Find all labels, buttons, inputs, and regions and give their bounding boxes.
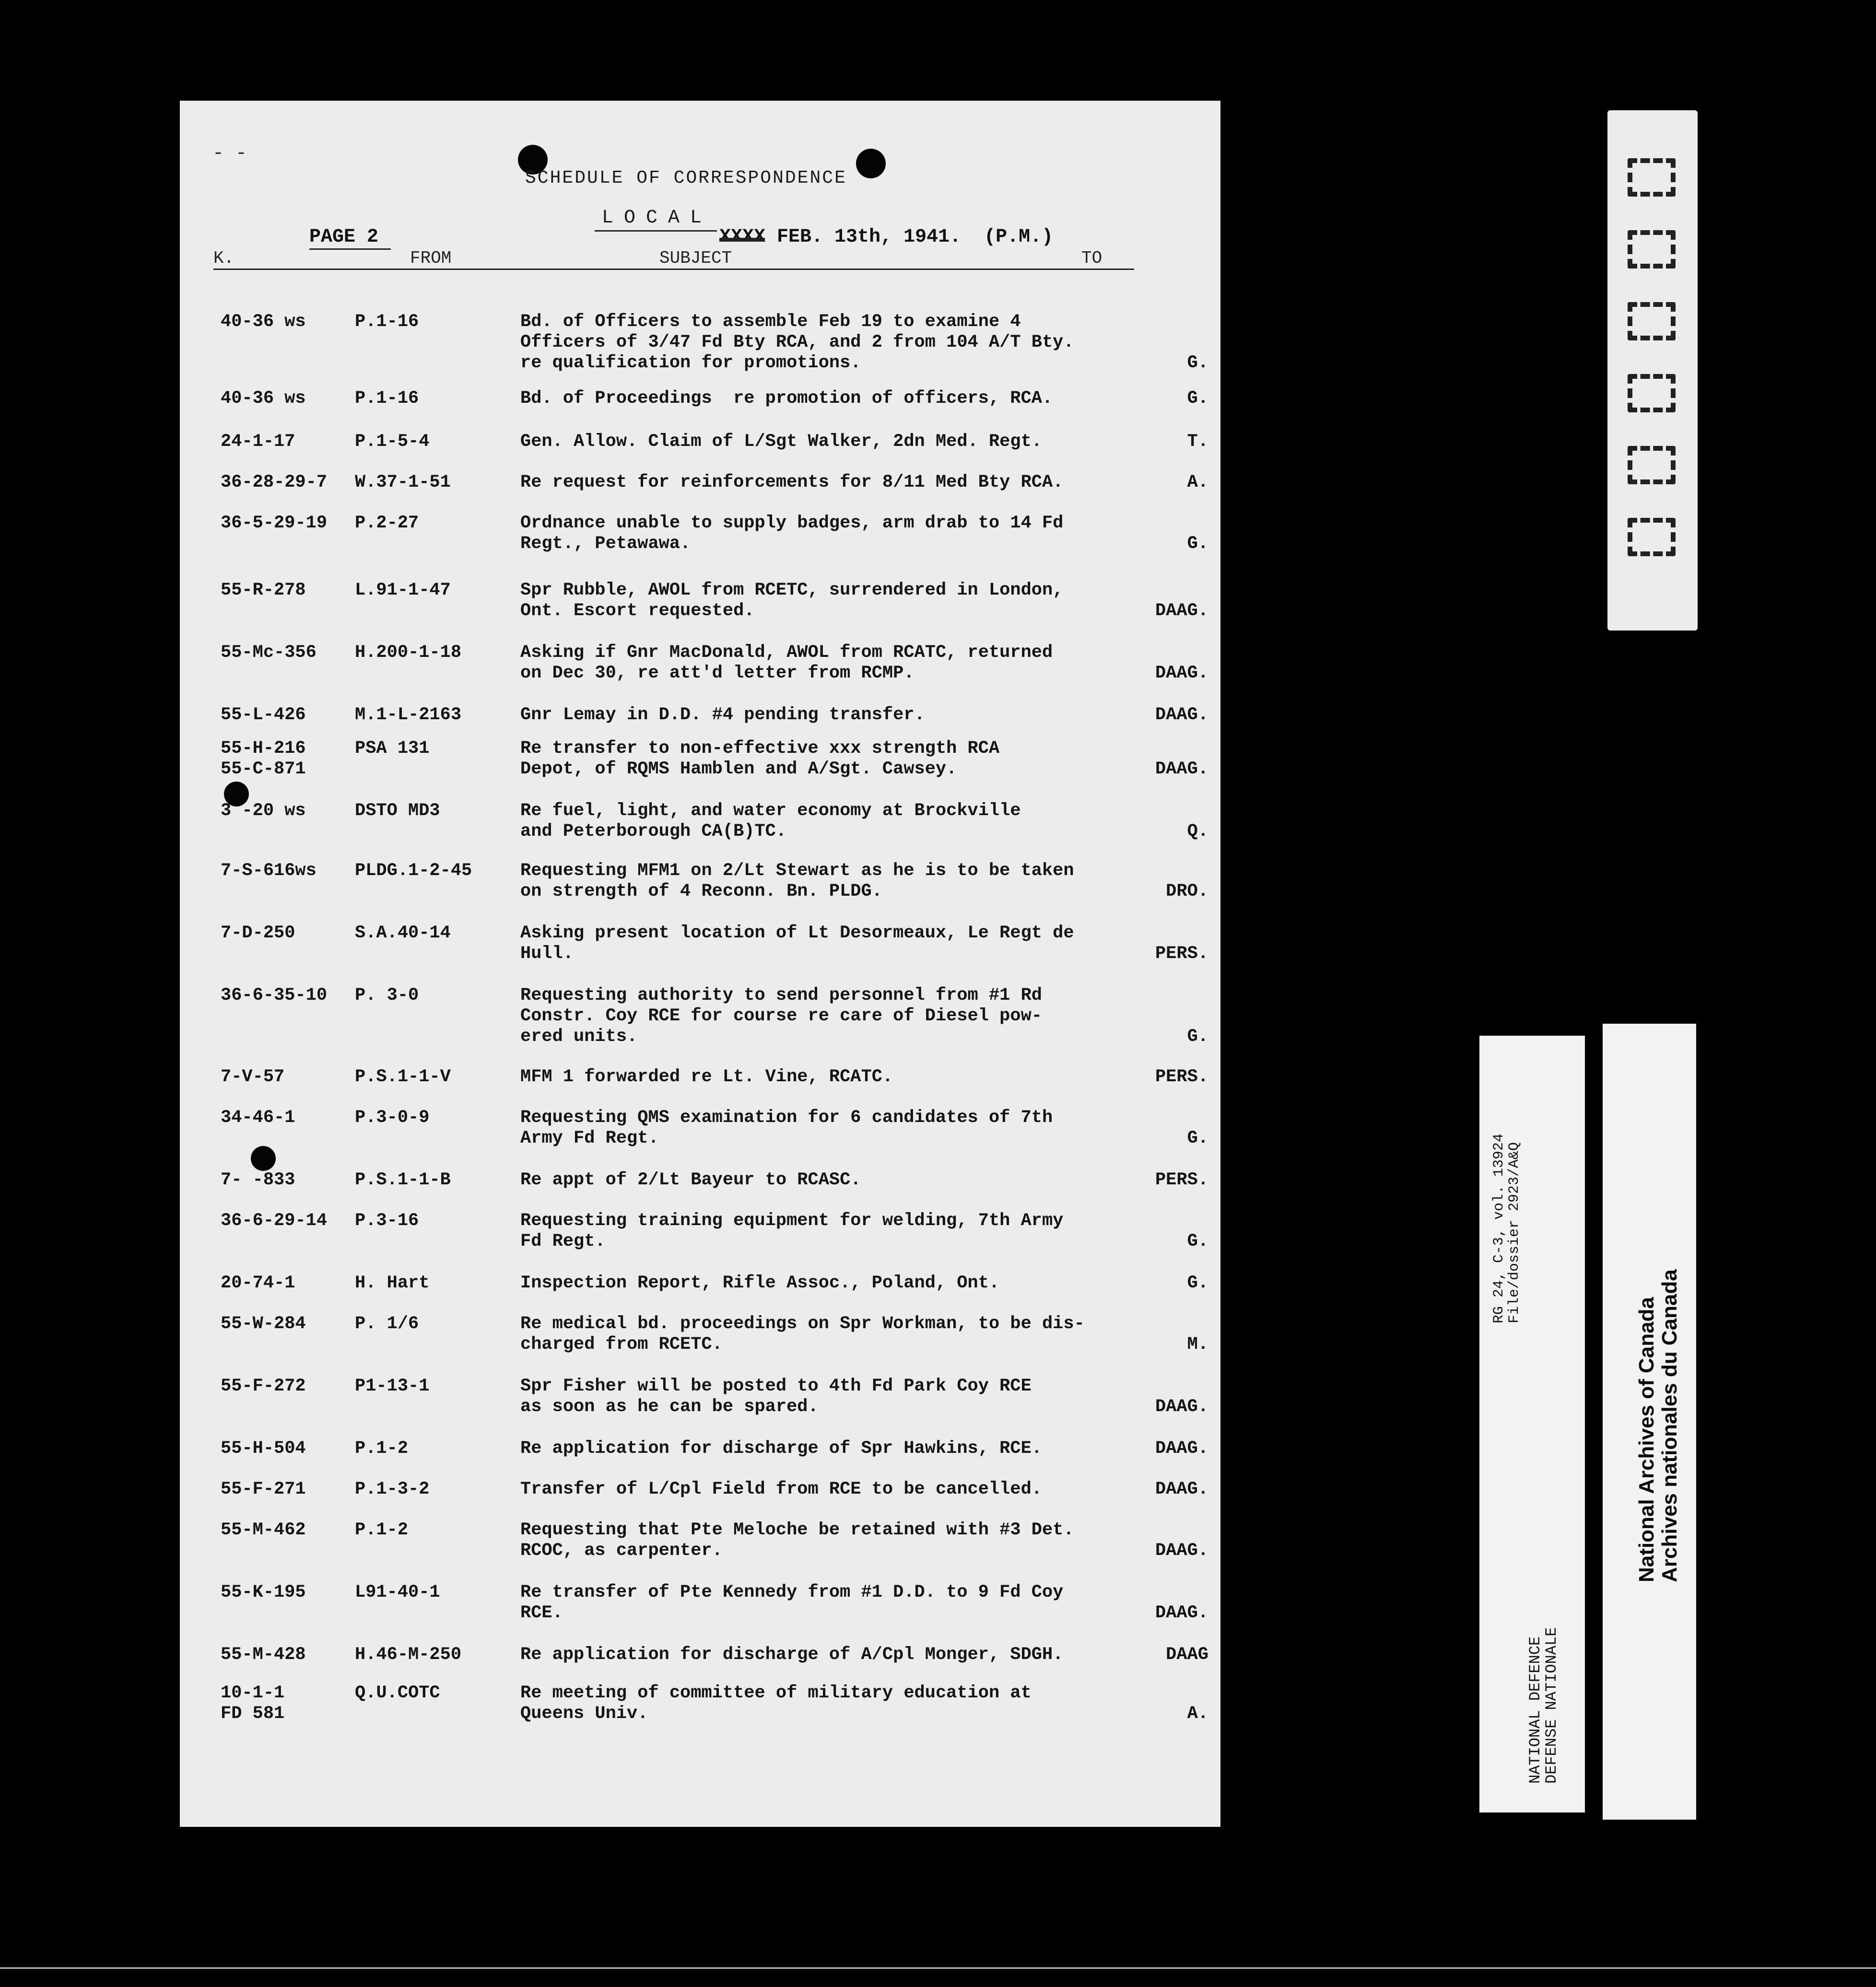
entry-subject — [520, 1170, 1187, 1191]
national-defence-text — [1527, 1627, 1560, 1784]
entry-file-number: 55-F-271 — [221, 1479, 306, 1499]
entry-to: A. — [1187, 472, 1208, 492]
entry-subject — [520, 643, 1187, 684]
entry-file-number: 40-36 ws — [221, 388, 306, 409]
entry-subject-line: Spr Rubble, AWOL from RCETC, surrendered in London, — [520, 580, 1064, 600]
entry-file-number: 55-F-272 — [221, 1376, 306, 1396]
entry-to: PERS. — [1155, 944, 1208, 964]
entry-subject-line: Bd. of Officers to assemble Feb 19 to examine 4 — [520, 312, 1021, 332]
entry-file-number: 55-W-284 — [221, 1314, 306, 1334]
entry-subject — [520, 472, 1187, 493]
entry-to: G. — [1187, 1027, 1208, 1047]
entry-subject — [520, 1683, 1187, 1724]
entry-to: DAAG. — [1155, 1397, 1208, 1417]
entry-file-number: 34-46-1 — [221, 1108, 295, 1128]
entry-subject-line: Depot, of RQMS Hamblen and A/Sgt. Cawsey. — [520, 759, 957, 779]
entry-from: P.1-2 — [355, 1520, 409, 1540]
entry-subject-line: Re application for discharge of A/Cpl Monger, SDGH. — [520, 1645, 1064, 1665]
column-header-from: FROM — [410, 248, 452, 268]
entry-to: DAAG. — [1155, 705, 1208, 725]
entry-subject-line: Fd Regt. — [520, 1231, 606, 1251]
entry-from: L91-40-1 — [355, 1582, 440, 1602]
entry-file-number: 36-5-29-19 — [221, 513, 328, 533]
column-header-to: TO — [1081, 248, 1102, 268]
entry-from: P.S.1-1-B — [355, 1170, 451, 1190]
entry-subject — [520, 432, 1187, 452]
entry-subject-line: Re medical bd. proceedings on Spr Workman, to be dis- — [520, 1314, 1085, 1334]
entry-file-number: 10-1-1 FD 581 — [221, 1683, 285, 1724]
reference-line: RG 24, C-3, vol. 13924 — [1491, 1133, 1507, 1323]
document-page — [180, 101, 1220, 1827]
entry-from: P.1-16 — [355, 388, 419, 409]
reference-line: File/dossier 2923/A&Q — [1506, 1142, 1523, 1323]
entry-subject — [520, 1645, 1187, 1665]
entry-file-number: 55-L-426 — [221, 705, 306, 725]
archives-text — [1635, 1269, 1681, 1582]
entry-subject-line: RCE. — [520, 1603, 563, 1623]
entry-subject-line: Re transfer to non-effective xxx strength RCA — [520, 738, 1000, 759]
entry-file-number: 7-V-57 — [221, 1067, 285, 1087]
frame-digit — [1628, 158, 1676, 197]
entry-file-number: 36-28-29-7 — [221, 472, 328, 492]
entry-to: DAAG. — [1155, 663, 1208, 683]
entry-subject-line: on strength of 4 Reconn. Bn. PLDG. — [520, 881, 882, 901]
entry-subject — [520, 985, 1187, 1047]
entry-subject-line: ered units. — [520, 1027, 638, 1047]
entry-subject-line: Inspection Report, Rifle Assoc., Poland, Ont. — [520, 1273, 1000, 1293]
national-defence-line: DEFENSE NATIONALE — [1543, 1627, 1560, 1784]
frame-digit — [1628, 302, 1676, 340]
entry-file-number: 7-S-616ws — [221, 861, 317, 881]
frame-digit — [1628, 374, 1676, 412]
entry-subject-line: Asking if Gnr MacDonald, AWOL from RCATC, returned — [520, 643, 1053, 663]
entry-from: H. Hart — [355, 1273, 430, 1293]
entry-file-number: 40-36 ws — [221, 312, 306, 332]
entry-from: W.37-1-51 — [355, 472, 451, 492]
entry-subject-line: Requesting QMS examination for 6 candidates of 7th — [520, 1108, 1053, 1128]
entry-file-number: 55-M-428 — [221, 1645, 306, 1665]
entry-subject-line: MFM 1 forwarded re Lt. Vine, RCATC. — [520, 1067, 893, 1087]
entry-to: DAAG. — [1155, 1603, 1208, 1623]
entry-from: H.46-M-250 — [355, 1645, 462, 1665]
entry-from: P.3-0-9 — [355, 1108, 430, 1128]
entry-subject — [520, 705, 1187, 725]
column-header-k: K. — [213, 248, 234, 268]
entry-from: P.2-27 — [355, 513, 419, 533]
entry-subject — [520, 923, 1187, 964]
entry-subject — [520, 1067, 1187, 1087]
entry-from: P. 3-0 — [355, 985, 419, 1005]
entry-file-number: 55-R-278 — [221, 580, 306, 600]
document-subtitle: LOCAL — [602, 207, 713, 229]
entry-to: G. — [1187, 1231, 1208, 1251]
entry-to: PERS. — [1155, 1170, 1208, 1190]
entry-from: L.91-1-47 — [355, 580, 451, 600]
entry-from: P.3-16 — [355, 1211, 419, 1231]
entry-to: DAAG. — [1155, 1541, 1208, 1561]
entry-subject — [520, 388, 1187, 409]
entry-subject-line: Army Fd Regt. — [520, 1128, 659, 1148]
entry-subject-line: Gnr Lemay in D.D. #4 pending transfer. — [520, 705, 925, 725]
frame-digit — [1628, 230, 1676, 269]
entry-subject — [520, 1520, 1187, 1561]
entry-file-number: 55-Mc-356 — [221, 643, 317, 663]
entry-file-number: 36-6-35-10 — [221, 985, 328, 1005]
entry-subject — [520, 1438, 1187, 1459]
entry-subject-line: on Dec 30, re att'd letter from RCMP. — [520, 663, 915, 683]
entry-file-number: 55-K-195 — [221, 1582, 306, 1602]
entry-to: A. — [1187, 1704, 1208, 1724]
entry-to: DAAG. — [1155, 1438, 1208, 1459]
entry-subject-line: Requesting that Pte Meloche be retained with #3 Det. — [520, 1520, 1074, 1540]
entry-to: G. — [1187, 353, 1208, 373]
entry-from: P. 1/6 — [355, 1314, 419, 1334]
entry-from: Q.U.COTC — [355, 1683, 440, 1703]
entry-subject — [520, 1273, 1187, 1294]
entry-subject-line: and Peterborough CA(B)TC. — [520, 821, 787, 842]
microfilm-frame-number — [1607, 110, 1698, 631]
entries-list — [180, 101, 1220, 1827]
entry-subject-line: Re request for reinforcements for 8/11 Med Bty RCA. — [520, 472, 1064, 492]
entry-subject-line: Queens Univ. — [520, 1704, 648, 1724]
entry-file-number: 55-H-504 — [221, 1438, 306, 1459]
entry-from: PLDG.1-2-45 — [355, 861, 472, 881]
entry-subject-line: Re meeting of committee of military education at — [520, 1683, 1032, 1703]
entry-from: H.200-1-18 — [355, 643, 462, 663]
entry-to: PERS. — [1155, 1067, 1208, 1087]
reference-text — [1491, 1134, 1522, 1323]
entry-from: DSTO MD3 — [355, 801, 440, 821]
entry-from: P1-13-1 — [355, 1376, 430, 1396]
entry-subject-line: Transfer of L/Cpl Field from RCE to be cancelled. — [520, 1479, 1042, 1499]
entry-to: T. — [1187, 432, 1208, 452]
entry-file-number: 36-6-29-14 — [221, 1211, 328, 1231]
entry-subject — [520, 1314, 1187, 1355]
entry-subject — [520, 1108, 1187, 1149]
column-header-subject: SUBJECT — [659, 248, 732, 268]
entry-subject-line: re qualification for promotions. — [520, 353, 861, 373]
archives-line: National Archives of Canada — [1635, 1297, 1658, 1582]
entry-subject — [520, 1211, 1187, 1252]
entry-file-number: 7- -833 — [221, 1170, 295, 1190]
frame-digit — [1628, 518, 1676, 556]
archives-line: Archives nationales du Canada — [1658, 1269, 1681, 1582]
entry-subject — [520, 801, 1187, 842]
entry-subject-line: Ordnance unable to supply badges, arm drab to 14 Fd — [520, 513, 1064, 533]
entry-to: DAAG. — [1155, 1479, 1208, 1499]
entry-subject-line: Re appt of 2/Lt Bayeur to RCASC. — [520, 1170, 861, 1190]
entry-to: G. — [1187, 1128, 1208, 1148]
document-title: SCHEDULE OF CORRESPONDENCE — [525, 168, 847, 188]
entry-subject-line: RCOC, as carpenter. — [520, 1541, 723, 1561]
entry-subject-line: Officers of 3/47 Fd Bty RCA, and 2 from 104 A/T Bty. — [520, 332, 1074, 352]
entry-from: P.1-5-4 — [355, 432, 430, 452]
entry-from: P.1-3-2 — [355, 1479, 430, 1499]
entry-subject — [520, 1376, 1187, 1417]
entry-subject-line: Bd. of Proceedings re promotion of officers, RCA. — [520, 388, 1053, 409]
entry-subject — [520, 1479, 1187, 1500]
entry-subject — [520, 738, 1187, 780]
entry-subject-line: Ont. Escort requested. — [520, 601, 755, 621]
entry-file-number: 20-74-1 — [221, 1273, 295, 1293]
entry-subject-line: Re application for discharge of Spr Hawkins, RCE. — [520, 1438, 1042, 1459]
entry-subject — [520, 1582, 1187, 1624]
national-defence-line: NATIONAL DEFENCE — [1526, 1636, 1544, 1784]
entry-subject-line: Regt., Petawawa. — [520, 534, 691, 554]
entry-subject — [520, 580, 1187, 621]
entry-from: P.S.1-1-V — [355, 1067, 451, 1087]
entry-subject — [520, 513, 1187, 554]
page-number: PAGE 2 — [309, 226, 379, 248]
date-text: FEB. 13th, 1941. (P.M.) — [777, 226, 1054, 248]
entry-subject-line: Hull. — [520, 944, 574, 964]
entry-to: G. — [1187, 534, 1208, 554]
entry-file-number: 55-M-462 — [221, 1520, 306, 1540]
entry-from: PSA 131 — [355, 738, 430, 759]
entry-file-number: 3 -20 ws — [221, 801, 306, 821]
entry-to: DRO. — [1166, 881, 1208, 901]
entry-subject-line: Re fuel, light, and water economy at Brockville — [520, 801, 1021, 821]
entry-file-number: 7-D-250 — [221, 923, 295, 943]
entry-subject-line: Spr Fisher will be posted to 4th Fd Park Coy RCE — [520, 1376, 1032, 1396]
entry-subject-line: Gen. Allow. Claim of L/Sgt Walker, 2dn Med. Regt. — [520, 432, 1042, 452]
entry-to: G. — [1187, 1273, 1208, 1293]
entry-to: DAAG — [1166, 1645, 1208, 1665]
entry-subject-line: as soon as he can be spared. — [520, 1397, 819, 1417]
entry-from: P.1-16 — [355, 312, 419, 332]
entry-subject-line: Asking present location of Lt Desormeaux, Le Regt de — [520, 923, 1074, 943]
entry-subject-line: Requesting MFM1 on 2/Lt Stewart as he is to be taken — [520, 861, 1074, 881]
entry-subject — [520, 312, 1187, 374]
entry-to: G. — [1187, 388, 1208, 409]
entry-file-number: 55-H-216 55-C-871 — [221, 738, 306, 779]
struck-text: XXXX — [719, 226, 766, 248]
frame-digit — [1628, 446, 1676, 484]
entry-to: M. — [1187, 1334, 1208, 1355]
entry-subject-line: Requesting authority to send personnel from #1 Rd — [520, 985, 1042, 1005]
corner-mark: - - — [212, 143, 247, 164]
entry-to: DAAG. — [1155, 601, 1208, 621]
entry-subject-line: Re transfer of Pte Kennedy from #1 D.D. to 9 Fd Coy — [520, 1582, 1064, 1602]
entry-from: M.1-L-2163 — [355, 705, 462, 725]
entry-to: DAAG. — [1155, 759, 1208, 779]
entry-file-number: 24-1-17 — [221, 432, 295, 452]
entry-subject — [520, 861, 1187, 902]
entry-subject-line: Requesting training equipment for welding, 7th Army — [520, 1211, 1064, 1231]
film-edge-line — [0, 1967, 1876, 1969]
entry-subject-line: Constr. Coy RCE for course re care of Diesel pow- — [520, 1006, 1042, 1026]
entry-from: S.A.40-14 — [355, 923, 451, 943]
entry-to: Q. — [1187, 821, 1208, 842]
entry-subject-line: charged from RCETC. — [520, 1334, 723, 1355]
entry-from: P.1-2 — [355, 1438, 409, 1459]
